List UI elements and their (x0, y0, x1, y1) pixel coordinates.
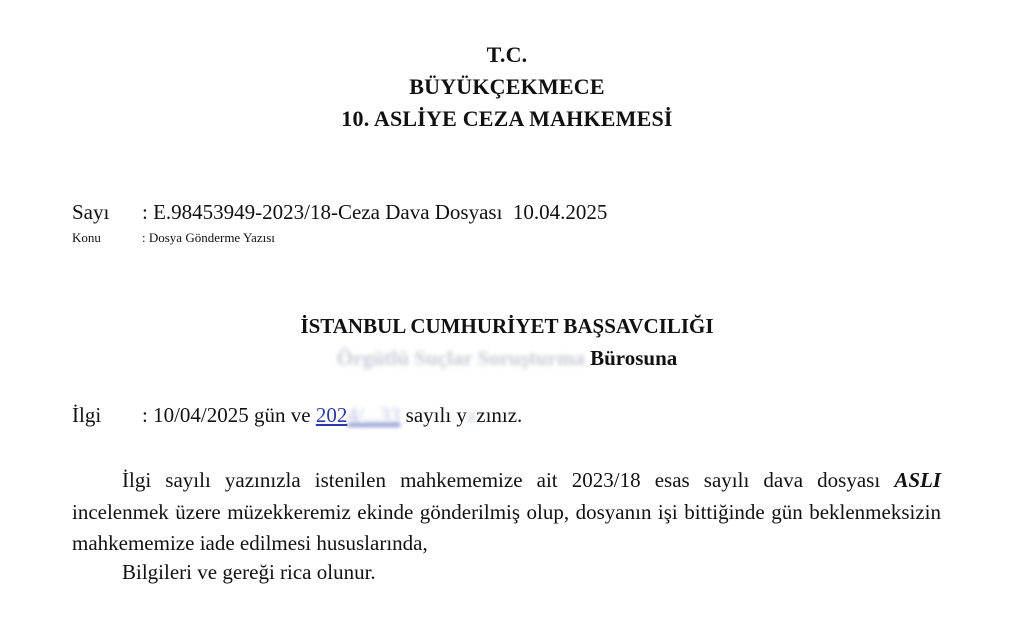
konu-label: Konu (72, 230, 101, 245)
ilgi-label: İlgi (72, 403, 102, 427)
closing-line: Bilgileri ve gereği rica olunur. (122, 560, 376, 584)
header-court: 10. ASLİYE CEZA MAHKEMESİ (341, 106, 673, 131)
ilgi-suffix-a: sayılı y (400, 403, 467, 427)
sayi-label: Sayı (72, 200, 110, 224)
ilgi-value (142, 402, 522, 428)
ilgi-suffix-b: zınız. (476, 403, 523, 427)
sayi-value: : E.98453949-2023/18-Ceza Dava Dosyası 10.04.2025 (142, 200, 608, 224)
ilgi-reference-visible: 202 (315, 403, 348, 427)
recipient-bureau (0, 345, 1014, 371)
body-paragraph (72, 465, 941, 560)
body-emphasis: ASLI (894, 468, 941, 492)
body-part1: İlgi sayılı yazınızla istenilen mahkememize ait 2023/18 esas sayılı dava dosyası (122, 468, 895, 492)
recipient-bureau-visible: Bürosuna (584, 346, 678, 370)
header-tc: T.C. (486, 42, 528, 67)
body-part2: incelenmek üzere müzekkeremiz ekinde gönderilmiş olup, dosyanın işi bittiğinde gün beklenmeksizin mahkememize iade edilmesi hususlarında, (72, 499, 941, 555)
recipient-office: İSTANBUL CUMHURİYET BAŞSAVCILIĞI (300, 314, 714, 338)
header-city: BÜYÜKÇEKMECE (409, 74, 605, 99)
ilgi-date-text: : 10/04/2025 gün ve (142, 403, 316, 427)
konu-value: : Dosya Gönderme Yazısı (142, 230, 275, 245)
ilgi-reference-link[interactable] (316, 403, 401, 427)
ilgi-suffix-redacted: a (466, 403, 477, 427)
ilgi-reference-redacted: 4/...33 (347, 403, 401, 427)
recipient-bureau-redacted: Örgütlü Suçlar Soruşturma (336, 346, 585, 370)
